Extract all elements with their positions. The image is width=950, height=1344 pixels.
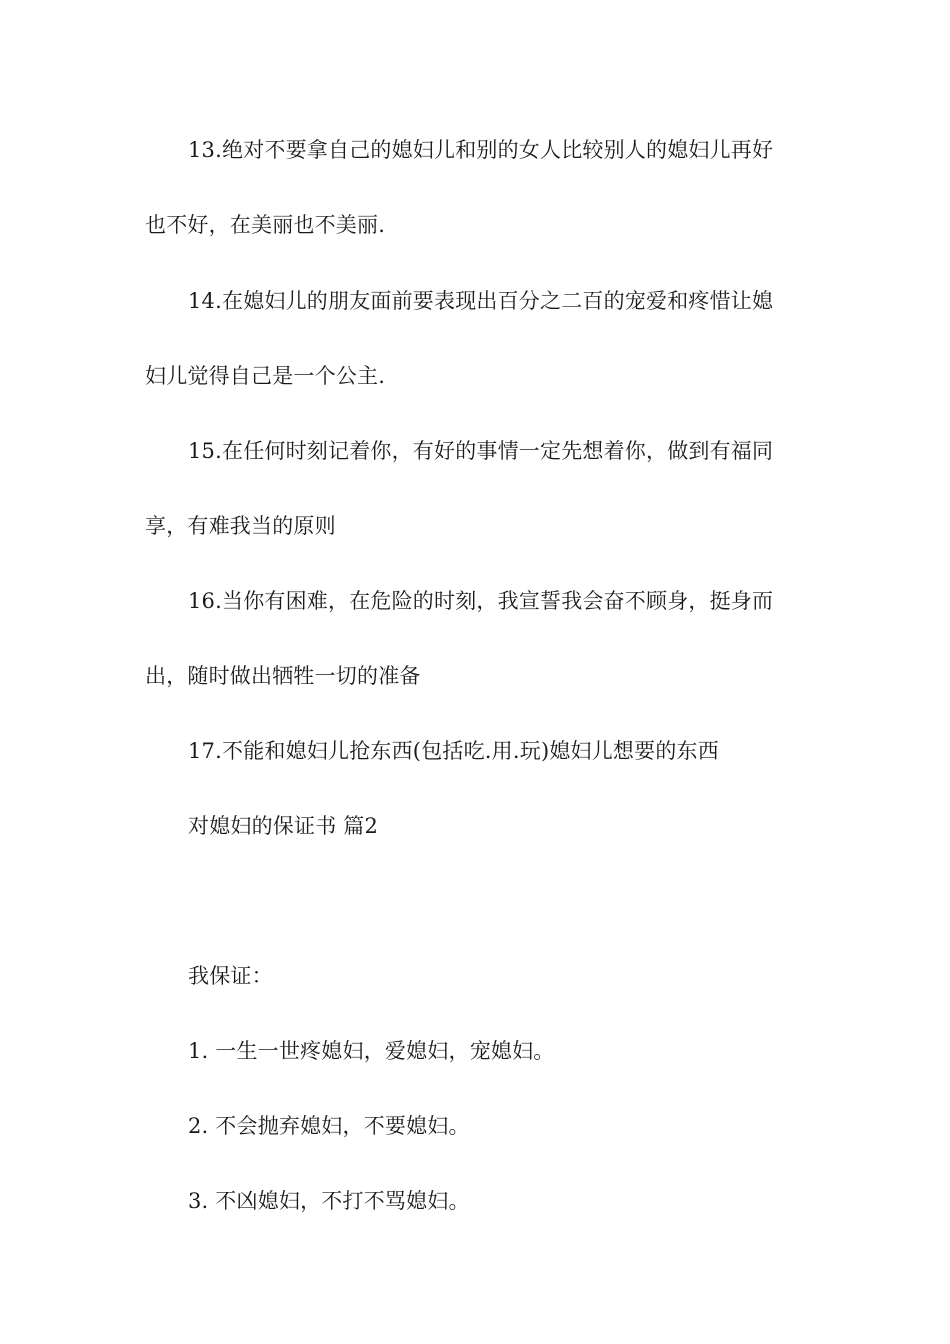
paragraph-15-line-1: 15.在任何时刻记着你，有好的事情一定先想着你，做到有福同 [188, 439, 774, 463]
paragraph-13-line-2: 也不好，在美丽也不美丽. [145, 213, 386, 237]
paragraph-17: 17.不能和媳妇儿抢东西(包括吃.用.玩)媳妇儿想要的东西 [188, 739, 719, 763]
paragraph-14-line-2: 妇儿觉得自己是一个公主. [145, 364, 386, 388]
paragraph-13-line-1: 13.绝对不要拿自己的媳妇儿和别的女人比较别人的媳妇儿再好 [188, 138, 774, 162]
pledge-item-2: 2. 不会抛弃媳妇，不要媳妇。 [188, 1114, 470, 1138]
pledge-intro: 我保证： [188, 964, 273, 988]
paragraph-16-line-1: 16.当你有困难，在危险的时刻，我宣誓我会奋不顾身，挺身而 [188, 589, 774, 613]
paragraph-14-line-1: 14.在媳妇儿的朋友面前要表现出百分之二百的宠爱和疼惜让媳 [188, 289, 774, 313]
pledge-item-3: 3. 不凶媳妇，不打不骂媳妇。 [188, 1189, 470, 1213]
pledge-item-1: 1. 一生一世疼媳妇，爱媳妇，宠媳妇。 [188, 1039, 555, 1063]
paragraph-16-line-2: 出，随时做出牺牲一切的准备 [145, 664, 421, 688]
section-heading: 对媳妇的保证书 篇2 [188, 814, 379, 838]
paragraph-15-line-2: 享，有难我当的原则 [145, 514, 336, 538]
